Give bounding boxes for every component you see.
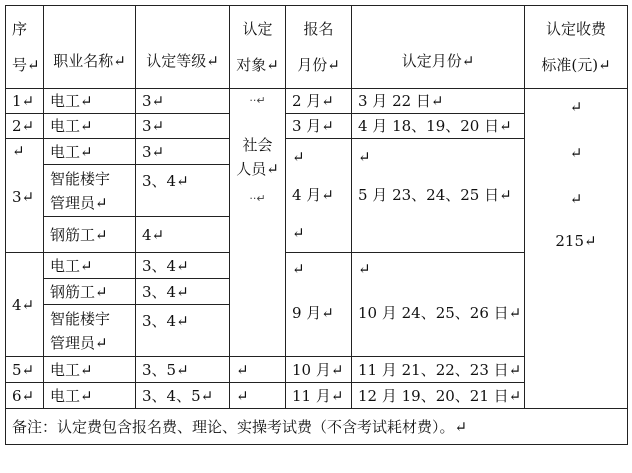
row-level: 3、4↵: [136, 279, 230, 305]
row-seq: 6↵: [6, 383, 44, 409]
row-target-mark: ↵: [230, 383, 286, 409]
header-fee-line2: 标准(元)↵: [541, 56, 611, 74]
row-job-name: 电工↵: [44, 89, 136, 114]
row-signup-month: 3 月↵: [286, 114, 352, 139]
fee-value: 215↵: [555, 232, 597, 250]
header-row: [6, 6, 628, 89]
header-target-line1: 认定: [242, 20, 273, 38]
group3-cert-cell: [352, 139, 525, 253]
group3-signup-mark-bottom: ↵: [292, 224, 305, 242]
certification-schedule-table: [5, 5, 628, 445]
row-level: 4↵: [136, 217, 230, 253]
note-text: 备注：认定费包含报名费、理论、实操考试费（不含考试耗材费）。↵: [6, 409, 628, 445]
row-job-name: 钢筋工↵: [44, 279, 136, 305]
row-seq: 1↵: [6, 89, 44, 114]
row-cert-date: 12 月 19、20、21 日↵: [352, 383, 525, 409]
header-target-line2: 对象↵: [236, 56, 279, 74]
header-signup-line1: 报名: [303, 20, 334, 38]
fee-cell: [525, 89, 628, 409]
header-fee: [525, 6, 628, 89]
target-label-line1: 社会: [242, 136, 273, 154]
group4-cert-mark: ↵: [358, 260, 371, 278]
group4-signup-mark-top: ↵: [292, 260, 305, 278]
group3-seq: 3↵: [12, 188, 35, 206]
fee-mark-2: ↵: [569, 144, 583, 162]
row-job-name-line2: 管理员↵: [50, 193, 108, 212]
row-cert-date: 3 月 22 日↵: [352, 89, 525, 114]
group4-cert-date: 10 月 24、25、26 日↵: [358, 304, 522, 322]
row-level: 3、4↵: [136, 165, 230, 217]
row-level: 3、5↵: [136, 357, 230, 383]
group4-signup: 9 月↵: [292, 304, 334, 322]
row-job-name: 电工↵: [44, 139, 136, 165]
group3-cert-date: 5 月 23、24、25 日↵: [358, 186, 512, 204]
header-fee-line1: 认定收费: [545, 20, 606, 38]
row-seq: 5↵: [6, 357, 44, 383]
group3-signup-mark-top: ↵: [292, 148, 305, 166]
group3-signup: 4 月↵: [292, 186, 334, 204]
row-cert-date: 11 月 21、22、23 日↵: [352, 357, 525, 383]
row-seq: 2↵: [6, 114, 44, 139]
row-level: 3、4↵: [136, 305, 230, 357]
row-level: 3、4、5↵: [136, 383, 230, 409]
row-job-name-line1: 智能楼宇: [50, 169, 111, 188]
row-job-name: [44, 305, 136, 357]
row-job-name: 电工↵: [44, 357, 136, 383]
group3-seq-cell: [6, 139, 44, 253]
table-row: [6, 89, 628, 114]
row-level: 3↵: [136, 114, 230, 139]
row-level: 3、4↵: [136, 253, 230, 279]
row-job-name: 钢筋工↵: [44, 217, 136, 253]
row-level: 3↵: [136, 139, 230, 165]
row-level: 3↵: [136, 89, 230, 114]
target-cell: [230, 89, 286, 357]
note-row: [6, 409, 628, 445]
header-cert-month: 认定月份↵: [352, 6, 525, 89]
row-job-name-line2: 管理员↵: [50, 333, 108, 352]
row-job-name: 电工↵: [44, 253, 136, 279]
group3-seq-mark: ↵: [12, 142, 25, 160]
row-signup-month: 2 月↵: [286, 89, 352, 114]
target-bottom-mark: ··↵: [249, 192, 266, 205]
header-signup: [286, 6, 352, 89]
fee-mark-3: ↵: [569, 190, 583, 208]
row-job-name-line1: 智能楼宇: [50, 309, 111, 328]
row-target-mark: ↵: [230, 357, 286, 383]
fee-mark-1: ↵: [569, 98, 583, 116]
row-job-name: [44, 165, 136, 217]
row-job-name: 电工↵: [44, 383, 136, 409]
row-signup-month: 10 月↵: [286, 357, 352, 383]
header-seq-line1: 序: [12, 20, 28, 38]
row-cert-date: 4 月 18、19、20 日↵: [352, 114, 525, 139]
header-level: 认定等级↵: [136, 6, 230, 89]
header-target: [230, 6, 286, 89]
row-signup-month: 11 月↵: [286, 383, 352, 409]
header-seq: [6, 6, 44, 89]
header-seq-line2: 号↵: [12, 56, 40, 74]
row-job-name: 电工↵: [44, 114, 136, 139]
target-label-line2: 人员↵: [236, 160, 279, 178]
target-top-mark: ··↵: [249, 94, 266, 107]
group3-signup-cell: [286, 139, 352, 253]
group3-cert-mark: ↵: [358, 148, 371, 166]
group4-signup-cell: [286, 253, 352, 357]
header-job-name: 职业名称↵: [44, 6, 136, 89]
header-signup-line2: 月份↵: [297, 56, 340, 74]
group4-cert-cell: [352, 253, 525, 357]
group4-seq: 4↵: [6, 253, 44, 357]
